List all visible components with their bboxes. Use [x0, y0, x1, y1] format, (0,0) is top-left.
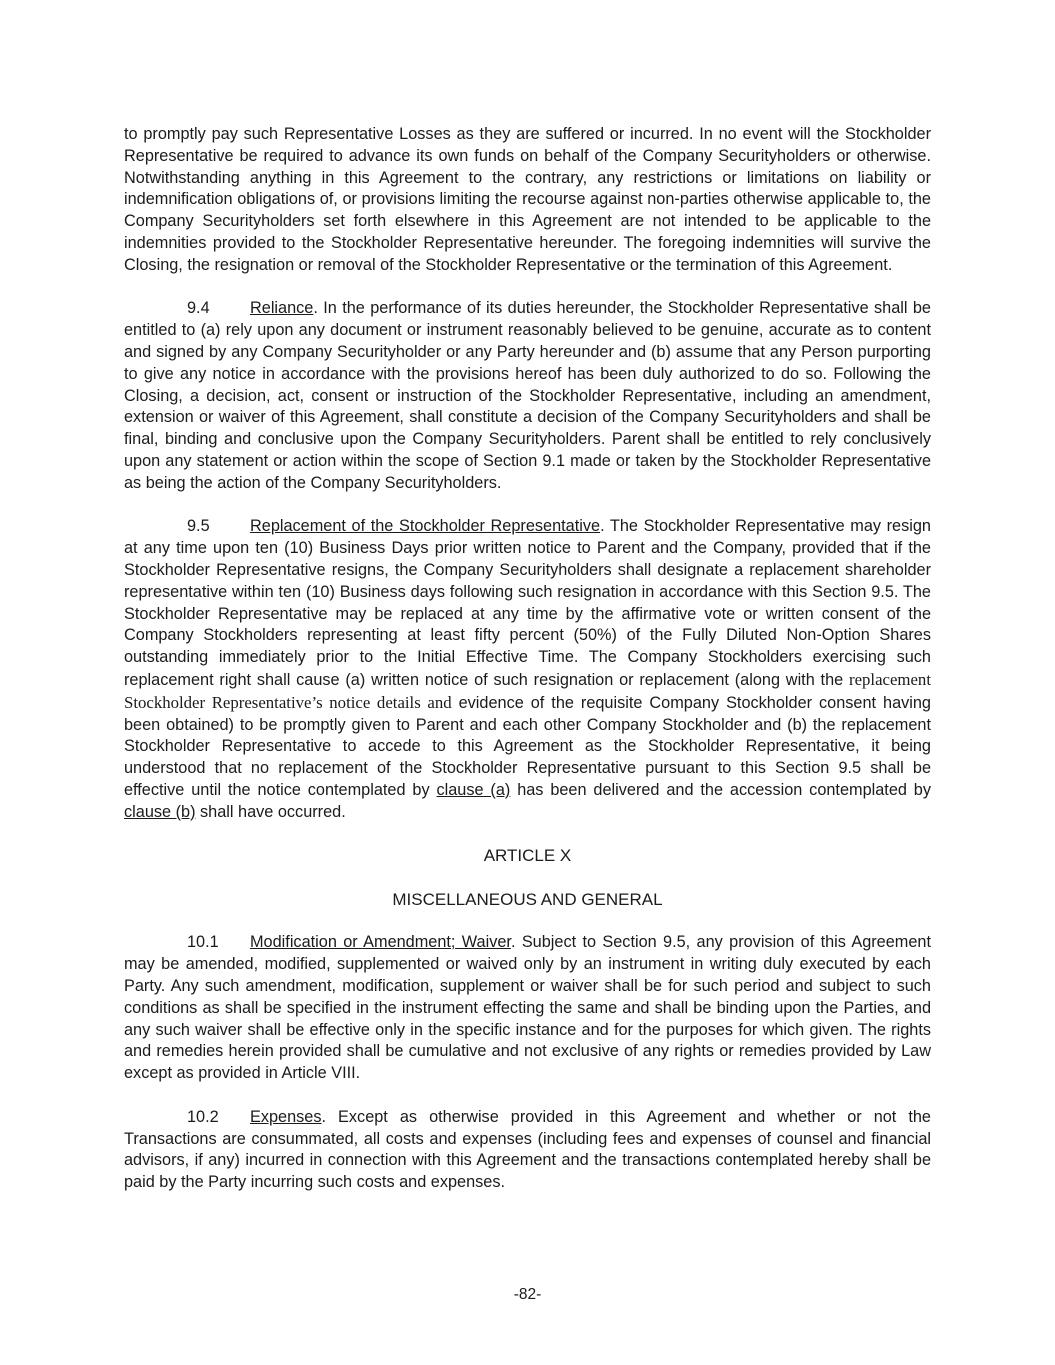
section-text: evidence of the requisite Company Stockholder consent having been obtained) to be promptly given to Parent and each other Company Stockholder and (b) the replacement Stockholder Representative to accede to this Agreement as the Stockholder Representative, it being understood that no replacement of the Stockholder Representative pursuant to this Section 9.5 shall be effective until the notice contemplated by [124, 693, 931, 799]
section-9-5 [124, 516, 931, 823]
section-text: has been delivered and the accession contemplated by [510, 780, 931, 799]
section-heading: Reliance [250, 299, 314, 318]
section-number: 10.2 [187, 1107, 219, 1126]
clause-b-reference: clause (b) [124, 802, 196, 821]
section-text: shall have occurred. [195, 802, 346, 821]
article-title: MISCELLANEOUS AND GENERAL [392, 889, 663, 909]
section-9-4 [124, 298, 931, 494]
clause-a-reference: clause (a) [436, 780, 511, 799]
section-10-2 [124, 1107, 931, 1194]
section-text-serif: replacement Stockholder Representative’s notice details and [124, 669, 931, 712]
page-number: -82- [513, 1286, 542, 1303]
section-text: . In the performance of its duties hereunder, the Stockholder Representative shall be entitled to (a) rely upon any document or instrument reasonably believed to be genuine, accurate as to content and signed by any Company Securityholder or any Party hereunder and (b) assume that any Person purporting to give any notice in accordance with the provisions hereof has been duly authorized to do so. Following the Closing, a decision, act, consent or instruction of the Stockholder Representative, including an amendment, extension or waiver of this Agreement, shall constitute a decision of the Company Securityholders and shall be final, binding and conclusive upon the Company Securityholders. Parent shall be entitled to rely conclusively upon any statement or action within the scope of Section 9.1 made or taken by the Stockholder Representative as being the action of the Company Securityholders. [124, 299, 931, 492]
section-heading: Replacement of the Stockholder Representative [250, 517, 601, 536]
document-body [124, 124, 931, 1216]
section-number: 10.1 [187, 933, 219, 952]
section-text: . Except as otherwise provided in this Agreement and whether or not the Transactions are consummated, all costs and expenses (including fees and expenses of counsel and financial advisors, if any) incurred in connection with this Agreement and the transactions contemplated hereby shall be paid by the Party incurring such costs and expenses. [124, 1107, 931, 1192]
continued-paragraph: to promptly pay such Representative Losses as they are suffered or incurred. In no event will the Stockholder Representative be required to advance its own funds on behalf of the Company Securityholders or otherwise. Notwithstanding anything in this Agreement to the contrary, any restrictions or limitations on liability or indemnification obligations of, or provisions limiting the recourse against non-parties otherwise applicable to, the Company Securityholders set forth elsewhere in this Agreement are not intended to be applicable to the indemnities provided to the Stockholder Representative hereunder. The foregoing indemnities will survive the Closing, the resignation or removal of the Stockholder Representative or the termination of this Agreement. [124, 125, 931, 274]
section-heading: Expenses [250, 1107, 322, 1126]
section-10-1 [124, 932, 931, 1085]
section-text: . Subject to Section 9.5, any provision of this Agreement may be amended, modified, supplemented or waived only by an instrument in writing duly executed by each Party. Any such amendment, modification, supplement or waiver shall be for such period and subject to such conditions as shall be specified in the instrument effecting the same and shall be binding upon the Parties, and any such waiver shall be effective only in the specific instance and for the purposes for which given. The rights and remedies herein provided shall be cumulative and not exclusive of any rights or remedies provided by Law except as provided in Article VIII. [124, 933, 931, 1083]
section-number: 9.4 [187, 299, 210, 318]
section-text: . The Stockholder Representative may resign at any time upon ten (10) Business Days prior written notice to Parent and the Company, provided that if the Stockholder Representative resigns, the Company Securityholders shall designate a replacement shareholder representative within ten (10) Business days following such resignation in accordance with this Section 9.5. The Stockholder Representative may be replaced at any time by the affirmative vote or written consent of the Company Stockholders representing at least fifty percent (50%) of the Fully Diluted Non-Option Shares outstanding immediately prior to the Initial Effective Time. The Company Stockholders exercising such replacement right shall cause (a) written notice of such resignation or replacement (along with the [124, 517, 931, 689]
section-heading: Modification or Amendment; Waiver [250, 933, 511, 952]
section-number: 9.5 [187, 517, 210, 536]
article-number: ARTICLE X [483, 846, 572, 866]
